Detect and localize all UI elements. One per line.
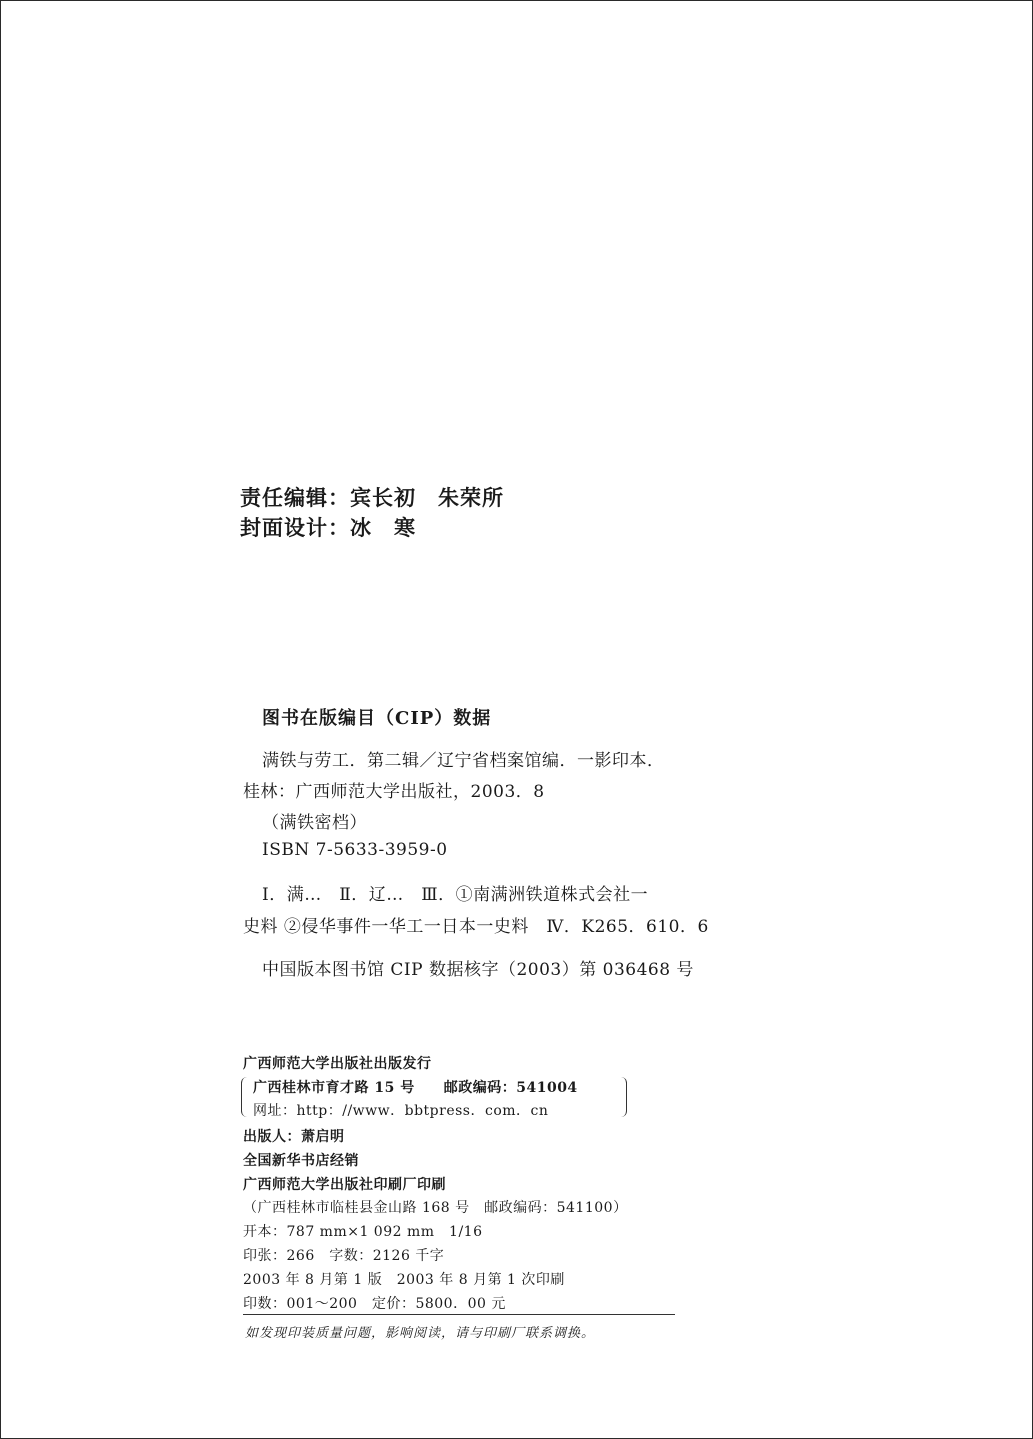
cip-isbn: ISBN 7-5633-3959-0: [262, 840, 448, 860]
print-sheets: 印张：266 字数：2126 千字: [243, 1248, 445, 1264]
printer-address: （广西桂林市临桂县金山路 168 号 邮政编码：541100）: [243, 1200, 628, 1216]
address-bracket-left: [241, 1077, 247, 1117]
notice-divider: [243, 1314, 675, 1315]
quality-notice: 如发现印装质量问题，影响阅读，请与印刷厂联系调换。: [245, 1326, 596, 1341]
cip-title-line: 满铁与劳工．第二辑／辽宁省档案馆编．一影印本．: [262, 751, 665, 771]
cip-heading: 图书在版编目（CIP）数据: [262, 708, 492, 729]
address-bracket-right: [621, 1077, 627, 1117]
responsible-editor: 责任编辑：宾长初 朱荣所: [240, 485, 504, 510]
publisher: 广西师范大学出版社出版发行: [243, 1056, 432, 1072]
cip-series: （满铁密档）: [262, 813, 367, 833]
cip-number: 中国版本图书馆 CIP 数据核字（2003）第 036468 号: [262, 960, 694, 980]
cover-designer: 封面设计：冰 寒: [240, 515, 416, 540]
printer: 广西师范大学出版社印刷厂印刷: [243, 1177, 446, 1193]
cip-subjects-line2: 史料 ②侵华事件一华工一日本一史料 Ⅳ．K265．610．6: [243, 917, 709, 937]
publisher-person: 出版人：萧启明: [243, 1129, 345, 1145]
edition-info: 2003 年 8 月第 1 版 2003 年 8 月第 1 次印刷: [243, 1272, 565, 1288]
print-run-price: 印数：001～200 定价：5800．00 元: [243, 1296, 506, 1312]
cip-subjects-line1: Ⅰ．满… Ⅱ．辽… Ⅲ．①南满洲铁道株式会社一: [262, 885, 649, 905]
publisher-address: 广西桂林市育才路 15 号 邮政编码：541004: [253, 1080, 578, 1096]
book-format: 开本：787 mm×1 092 mm 1/16: [243, 1224, 483, 1240]
distributor: 全国新华书店经销: [243, 1153, 359, 1169]
publisher-website: 网址：http：//www．bbtpress．com．cn: [253, 1103, 549, 1119]
cip-publisher-line: 桂林：广西师范大学出版社，2003．8: [243, 782, 545, 802]
